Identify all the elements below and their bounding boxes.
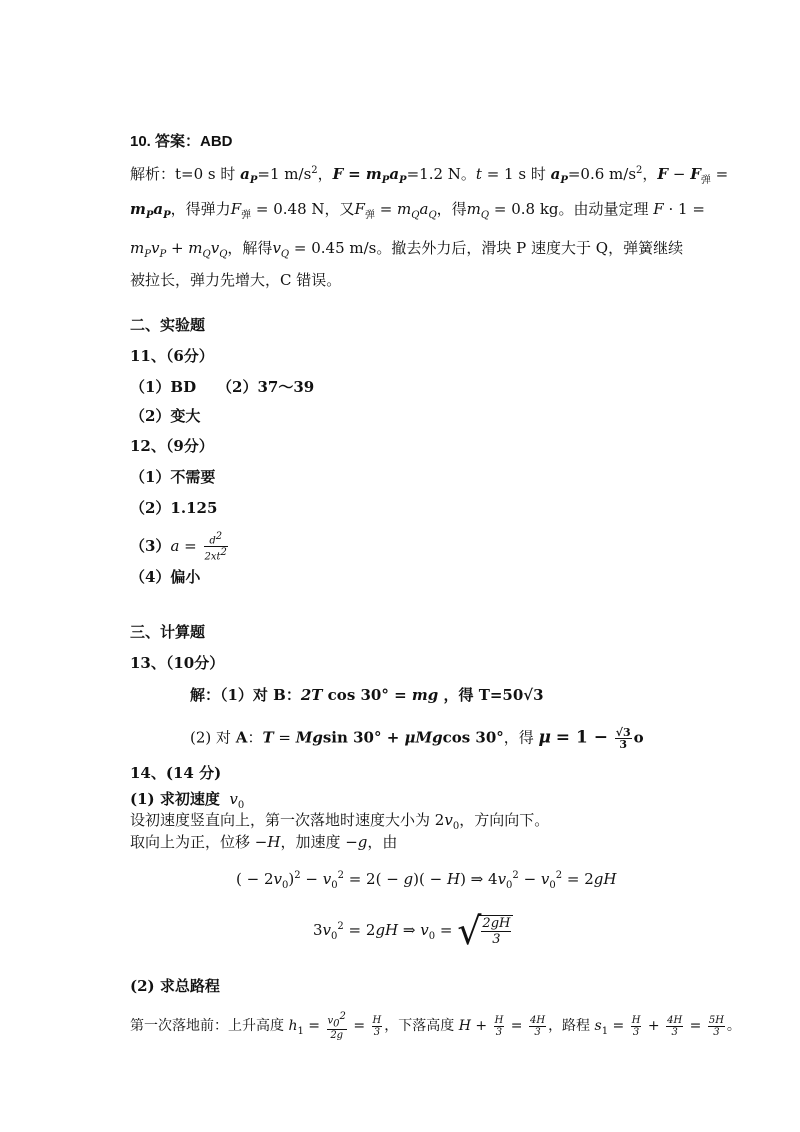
q10-analysis-line4: 被拉长，弹力先增大，C 错误。: [130, 271, 342, 289]
q14-part1-line1: 设初速度竖直向上，第一次落地时速度大小为 $2v_0$，方向向下。: [130, 811, 550, 832]
q12-answer-3: （3）a = $\frac{d^2}{2xt^2}$: [130, 531, 227, 563]
q13-solution-2: (2) 对 A：T = Mgsin 30° + μMgcos 30°，得 μ = 1 − $\frac{√3}{3}$ o: [190, 726, 644, 751]
q12-answer-4: （4）偏小: [130, 568, 201, 586]
q12-answer-1: （1）不需要: [130, 468, 216, 486]
q12-answer-2: （2）1.125: [130, 499, 218, 517]
section-title-calculation: 三、计算题: [130, 623, 206, 641]
q14-part1-title: (1) 求初速度 $v_0$: [130, 790, 245, 811]
q11-answer-b: （2）变大: [130, 407, 201, 425]
q14-part2-line1: 第一次落地前：上升高度 $h_1$ = $\frac{v_0^2}{2g}$ = $\frac{H}{3}$ ，下落高度 H + $\frac{H}{3}$ = $\frac{4H}{3}$ ，路程 $s_1$ = $\frac{H}{3}$ + $\frac{4H}{3}$ = $\frac{5H}{3}$ 。: [130, 1011, 741, 1042]
q11-title: 11、（6分）: [130, 347, 214, 365]
q14-equation-2: $3v_0^2 = 2gH$ ⇒ $v_0$ = √ $\frac{2gH}{3}$: [313, 912, 513, 950]
q14-part1-line2: 取向上为正，位移 −H，加速度 −g，由: [130, 833, 398, 851]
q10-analysis-line2: $m_Pa_P$，得弹力$F_弹 = 0.48$ N，又$F_弹 = m_Qa_Q$，得$m_Q = 0.8$ kg。由动量定理 F · 1 =: [130, 200, 705, 221]
q14-part2-title: (2) 求总路程: [130, 977, 220, 995]
q13-solution-1: 解：（1）对 B：2T cos 30° = mg ，得 T=50√3: [190, 686, 544, 704]
q10-analysis-line3: $m_Pv_P + m_Qv_Q$，解得$v_Q = 0.45$ m/s。撤去外力后，滑块 P 速度大于 Q，弹簧继续: [130, 239, 684, 260]
q10-title: 10. 答案：ABD: [130, 133, 233, 150]
q14-title: 14、(14 分): [130, 764, 222, 782]
q10-analysis-line1: 解析：t=0 s 时 $a_P=1$ $m/s^2$，$F = m_Pa_P=1.2$ N。t = 1 s 时 $a_P=0.6$ $m/s^2$，$F - F_弹$ =: [130, 165, 729, 186]
section-title-experiment: 二、实验题: [130, 316, 206, 334]
q14-equation-1: ( − $2v_0)^2 - v_0^2 = 2( - g)( - H)$ ⇒ $4v_0^2 - v_0^2 = 2gH$: [236, 870, 617, 891]
q11-answer-a: （1）BD （2）37～39: [130, 378, 315, 396]
q12-title: 12、（9分）: [130, 437, 214, 455]
q13-title: 13、（10分）: [130, 654, 225, 672]
